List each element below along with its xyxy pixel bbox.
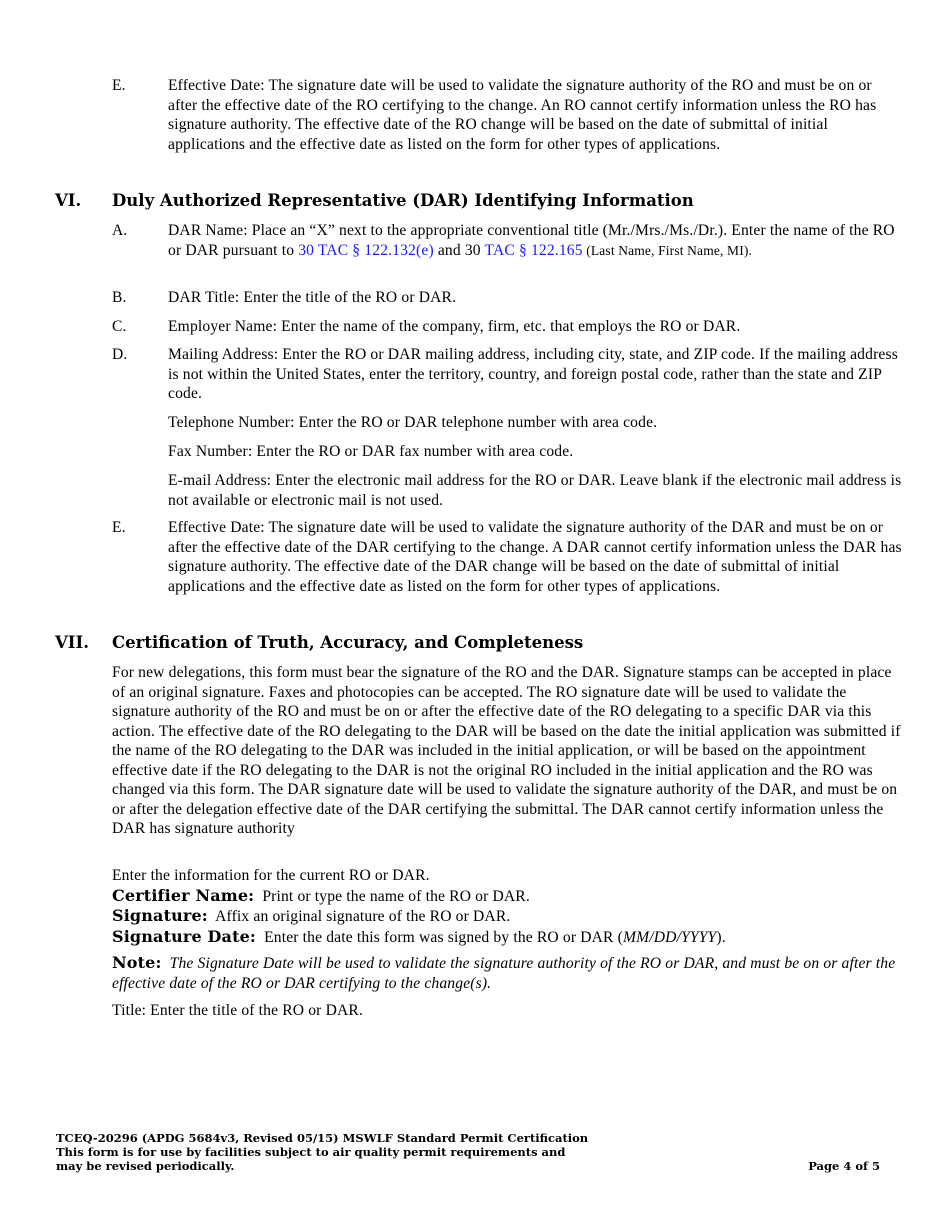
- signature-line: Signature: Affix an original signature of the RO or DAR.: [112, 906, 511, 925]
- section-vi-item-e: [112, 518, 902, 596]
- section-vi-item-b: [112, 288, 902, 308]
- section-number: VII.: [55, 633, 89, 652]
- item-text: Employer Name: Enter the name of the company, firm, etc. that employs the RO or DAR.: [168, 318, 741, 335]
- section-vi-item-a: [112, 221, 902, 260]
- footer-line: may be revised periodically.: [56, 1159, 235, 1173]
- item-letter: E.: [112, 519, 126, 536]
- certifier-name-line: Certifier Name: Print or type the name of the RO or DAR.: [112, 885, 530, 905]
- item-letter: C.: [112, 318, 127, 335]
- note-label: Note:: [112, 953, 162, 972]
- item-letter: B.: [112, 289, 127, 306]
- certifier-intro: Enter the information for the current RO or DAR.: [112, 867, 430, 884]
- item-text: Mailing Address: Enter the RO or DAR mailing address, including city, state, and ZIP code. If the mailing address is not within the United States, enter the territory, country, and foreign postal code, rather than the state and ZIP code.: [168, 346, 898, 402]
- page-number: Page 4 of 5: [808, 1159, 880, 1173]
- section-vi-item-c: [112, 317, 902, 337]
- email-instruction: E-mail Address: Enter the electronic mail address for the RO or DAR. Leave blank if the electronic mail address is not available or electronic mail is not used.: [168, 472, 902, 509]
- item-text: DAR Name: Place an “X” next to the appropriate conventional title (Mr./Mrs./Ms./Dr.). Enter the name of the RO or DAR pursuant to 30 TAC § 122.132(e) and 30 TAC § 122.165 (Last Name, First Name, MI).: [168, 222, 895, 259]
- section-number: VI.: [55, 191, 82, 210]
- tac-122-132e-link[interactable]: 30 TAC § 122.132(e): [298, 241, 434, 259]
- title-instruction: Title: Enter the title of the RO or DAR.: [112, 1002, 363, 1019]
- footer-line: TCEQ-20296 (APDG 5684v3, Revised 05/15) MSWLF Standard Permit Certification: [56, 1131, 589, 1145]
- section-v-item-e: [112, 76, 902, 154]
- item-letter: E.: [112, 77, 126, 94]
- item-text: Effective Date: The signature date will be used to validate the signature authority of the DAR and must be on or after the effective date of the DAR certifying to the change. A DAR cannot certify information unless the DAR has signature authority. The effective date of the DAR change will be based on the date of submittal of initial applications and the effective date as listed on the form for other types of applications.: [168, 519, 902, 595]
- item-text: DAR Title: Enter the title of the RO or DAR.: [168, 289, 457, 306]
- tac-122-165-link[interactable]: TAC § 122.165: [484, 241, 583, 259]
- telephone-instruction: Telephone Number: Enter the RO or DAR telephone number with area code.: [168, 414, 658, 431]
- item-letter: D.: [112, 346, 128, 363]
- section-title: Certification of Truth, Accuracy, and Completeness: [112, 633, 584, 652]
- certification-paragraph: For new delegations, this form must bear the signature of the RO and the DAR. Signature stamps can be accepted in place of an original signature. Faxes and photocopies can be accepted. The RO signature date will be used to validate the signature authority of the RO and must be on or after the effective date of the RO delegating to a specific DAR via this action. The effective date of the RO delegating to the DAR will be based on the date the initial application was submitted if the name of the RO delegating to the DAR was included in the initial application, or will be based on the appointment effective date if the RO delegating to the DAR is not the original RO included in the initial application and the RO was changed via this form. The DAR signature date will be used to validate the signature authority of the DAR, and must be on or after the delegation effective date of the DAR certifying the submittal. The DAR cannot certify information unless the DAR has signature authority: [112, 664, 901, 837]
- section-vi-item-d: [112, 345, 902, 404]
- certifier-block: [112, 866, 902, 947]
- footer-form-info: [56, 1131, 588, 1173]
- note-text: The Signature Date will be used to validate the signature authority of the RO or DAR, and must be on or after the effective date of the RO or DAR certifying to the change(s).: [112, 955, 896, 992]
- footer-line: This form is for use by facilities subject to air quality permit requirements and: [56, 1145, 566, 1159]
- item-text: Effective Date: The signature date will be used to validate the signature authority of the RO and must be on or after the effective date of the RO certifying to the change. An RO cannot certify information unless the RO has signature authority. The effective date of the RO change will be based on the date of submittal of initial applications and the effective date as listed on the form for other types of applications.: [168, 77, 877, 153]
- fax-instruction: Fax Number: Enter the RO or DAR fax number with area code.: [168, 443, 574, 460]
- note-block: [112, 953, 902, 993]
- section-title: Duly Authorized Representative (DAR) Identifying Information: [112, 191, 694, 210]
- signature-date-line: Signature Date: Enter the date this form was signed by the RO or DAR (MM/DD/YYYY).: [112, 926, 726, 946]
- item-letter: A.: [112, 222, 128, 239]
